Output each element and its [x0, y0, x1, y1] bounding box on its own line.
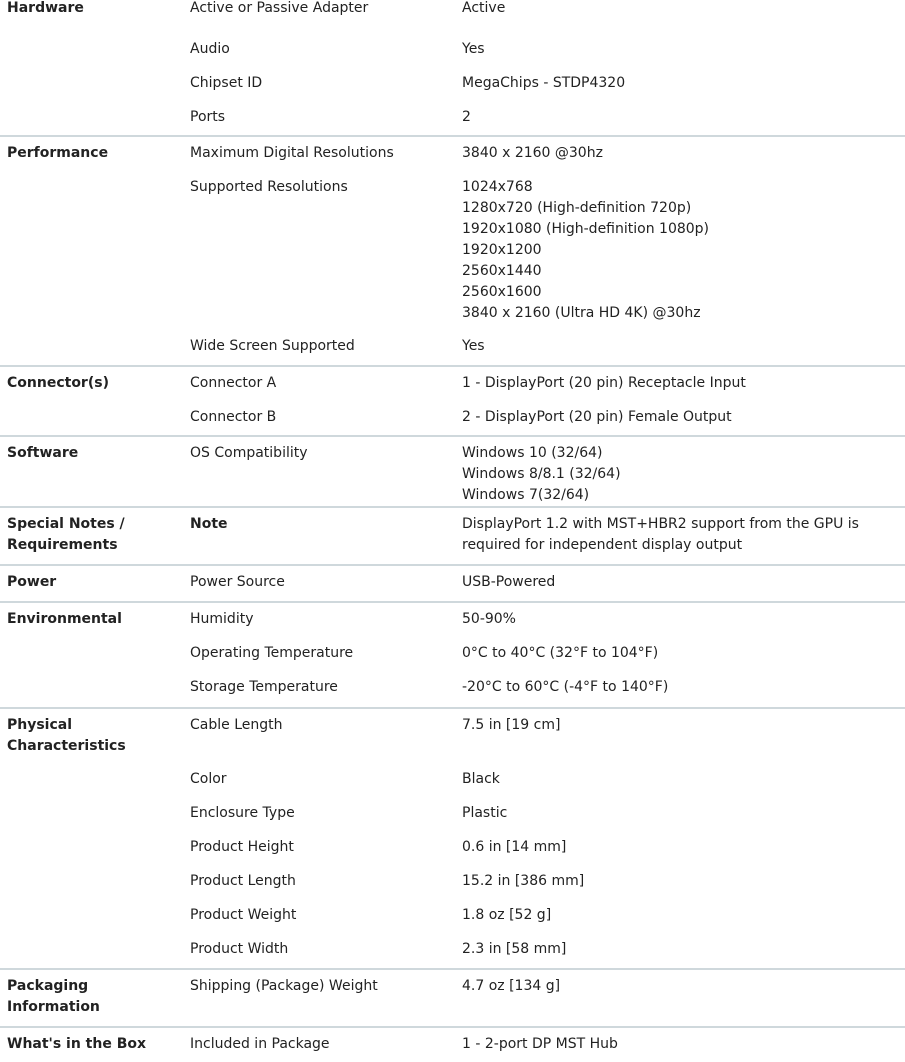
spec-attribute: Product Height [190, 839, 294, 855]
spec-row [0, 33, 905, 67]
spec-value [462, 643, 902, 664]
spec-attribute: Product Length [190, 873, 296, 889]
spec-attribute: Product Width [190, 941, 289, 957]
spec-category-line: Requirements [7, 537, 118, 553]
spec-row [0, 401, 905, 435]
spec-group [0, 365, 905, 435]
spec-value-line: Active [462, 0, 506, 16]
spec-value [462, 715, 902, 736]
spec-value-line: Plastic [462, 805, 508, 821]
spec-row [0, 603, 905, 637]
spec-category-line: Environmental [7, 611, 122, 627]
spec-value [462, 177, 902, 324]
spec-value-line: 0.6 in [14 mm] [462, 839, 567, 855]
spec-value [462, 803, 902, 824]
spec-value-line: 4.7 oz [134 g] [462, 978, 561, 994]
spec-value [462, 443, 902, 506]
spec-value-line: 1 - 2-port DP MST Hub [462, 1036, 618, 1052]
spec-value-line: Windows 8/8.1 (32/64) [462, 466, 621, 482]
spec-row [0, 508, 905, 564]
spec-value-line: 1 - DisplayPort (20 pin) Receptacle Input [462, 375, 746, 391]
spec-value [462, 677, 902, 698]
spec-group [0, 506, 905, 564]
spec-row [0, 566, 905, 601]
spec-row [0, 637, 905, 671]
spec-row [0, 797, 905, 831]
spec-attribute: Audio [190, 41, 230, 57]
spec-value-line: 15.2 in [386 mm] [462, 873, 585, 889]
spec-value-line: MegaChips - STDP4320 [462, 75, 626, 91]
spec-attribute: Storage Temperature [190, 679, 338, 695]
spec-category-line: Connector(s) [7, 375, 109, 391]
spec-value [462, 143, 902, 164]
spec-group [0, 564, 905, 601]
spec-category-line: What's in the Box [7, 1036, 147, 1052]
spec-attribute: Product Weight [190, 907, 297, 923]
spec-value-line: 2 - DisplayPort (20 pin) Female Output [462, 409, 732, 425]
spec-value [462, 39, 902, 60]
spec-value [462, 837, 902, 858]
spec-row [0, 171, 905, 330]
spec-value-line: -20°C to 60°C (-4°F to 140°F) [462, 679, 669, 695]
spec-group [0, 435, 905, 506]
spec-row [0, 0, 905, 33]
spec-value [462, 871, 902, 892]
spec-category-line: Special Notes / [7, 516, 125, 532]
spec-group [0, 968, 905, 1026]
spec-value-line: 3840 x 2160 (Ultra HD 4K) @30hz [462, 305, 701, 321]
spec-value-line: 50-90% [462, 611, 516, 627]
spec-value-line: 2560x1440 [462, 263, 542, 279]
spec-row [0, 933, 905, 968]
spec-value [462, 609, 902, 630]
spec-row [0, 367, 905, 401]
spec-attribute: Wide Screen Supported [190, 338, 355, 354]
spec-row [0, 1028, 905, 1062]
spec-attribute: Shipping (Package) Weight [190, 978, 378, 994]
spec-attribute: Color [190, 771, 227, 787]
spec-value [462, 107, 902, 128]
spec-attribute: Note [190, 516, 228, 532]
spec-value-line: 1920x1200 [462, 242, 542, 258]
spec-value-line: 2 [462, 109, 471, 125]
spec-row [0, 137, 905, 171]
spec-value-line: Yes [462, 41, 485, 57]
spec-value-line: required for independent display output [462, 537, 743, 553]
spec-row [0, 970, 905, 1026]
spec-value-line: USB-Powered [462, 574, 556, 590]
spec-attribute: Ports [190, 109, 226, 125]
spec-row [0, 899, 905, 933]
spec-attribute: Chipset ID [190, 75, 263, 91]
spec-row [0, 831, 905, 865]
spec-value-line: Windows 10 (32/64) [462, 445, 603, 461]
spec-attribute: Maximum Digital Resolutions [190, 145, 394, 161]
spec-group [0, 135, 905, 365]
spec-category-line: Hardware [7, 0, 84, 16]
spec-attribute: Power Source [190, 574, 285, 590]
spec-category-line: Physical [7, 717, 73, 733]
spec-value-line: 2560x1600 [462, 284, 542, 300]
spec-row [0, 671, 905, 707]
spec-attribute: OS Compatibility [190, 445, 308, 461]
spec-value [462, 336, 902, 357]
spec-group [0, 601, 905, 707]
spec-value [462, 769, 902, 790]
spec-value [462, 0, 902, 19]
spec-attribute: Cable Length [190, 717, 283, 733]
spec-row [0, 67, 905, 101]
spec-row [0, 709, 905, 763]
spec-value-line: 1.8 oz [52 g] [462, 907, 552, 923]
spec-row [0, 101, 905, 135]
spec-value-line: 0°C to 40°C (32°F to 104°F) [462, 645, 659, 661]
spec-row [0, 763, 905, 797]
spec-row [0, 437, 905, 506]
spec-value-line: 3840 x 2160 @30hz [462, 145, 603, 161]
spec-category-line: Software [7, 445, 79, 461]
spec-value [462, 939, 902, 960]
spec-category-line: Packaging [7, 978, 89, 994]
spec-value-line: 1024x768 [462, 179, 533, 195]
spec-row [0, 865, 905, 899]
spec-category-line: Characteristics [7, 738, 126, 754]
spec-value-line: 2.3 in [58 mm] [462, 941, 567, 957]
spec-value-line: Yes [462, 338, 485, 354]
spec-category-line: Information [7, 999, 100, 1015]
spec-value [462, 514, 902, 556]
spec-attribute: Active or Passive Adapter [190, 0, 369, 16]
spec-group [0, 0, 905, 135]
spec-attribute: Connector A [190, 375, 277, 391]
spec-attribute: Operating Temperature [190, 645, 354, 661]
spec-value [462, 407, 902, 428]
spec-group [0, 707, 905, 968]
spec-attribute: Connector B [190, 409, 277, 425]
spec-attribute: Supported Resolutions [190, 179, 348, 195]
spec-value-line: 7.5 in [19 cm] [462, 717, 561, 733]
spec-value [462, 373, 902, 394]
spec-row [0, 330, 905, 365]
spec-value [462, 572, 902, 593]
spec-value-line: 1280x720 (High-definition 720p) [462, 200, 692, 216]
spec-value-line: DisplayPort 1.2 with MST+HBR2 support from the GPU is [462, 516, 859, 532]
spec-attribute: Included in Package [190, 1036, 330, 1052]
spec-category-line: Power [7, 574, 57, 590]
spec-value [462, 976, 902, 997]
spec-group [0, 1026, 905, 1062]
spec-value [462, 1034, 902, 1055]
spec-value-line: Black [462, 771, 500, 787]
spec-attribute: Humidity [190, 611, 254, 627]
spec-attribute: Enclosure Type [190, 805, 295, 821]
spec-value [462, 73, 902, 94]
spec-value-line: Windows 7(32/64) [462, 487, 590, 503]
spec-category-line: Performance [7, 145, 109, 161]
spec-value [462, 905, 902, 926]
spec-value-line: 1920x1080 (High-definition 1080p) [462, 221, 710, 237]
